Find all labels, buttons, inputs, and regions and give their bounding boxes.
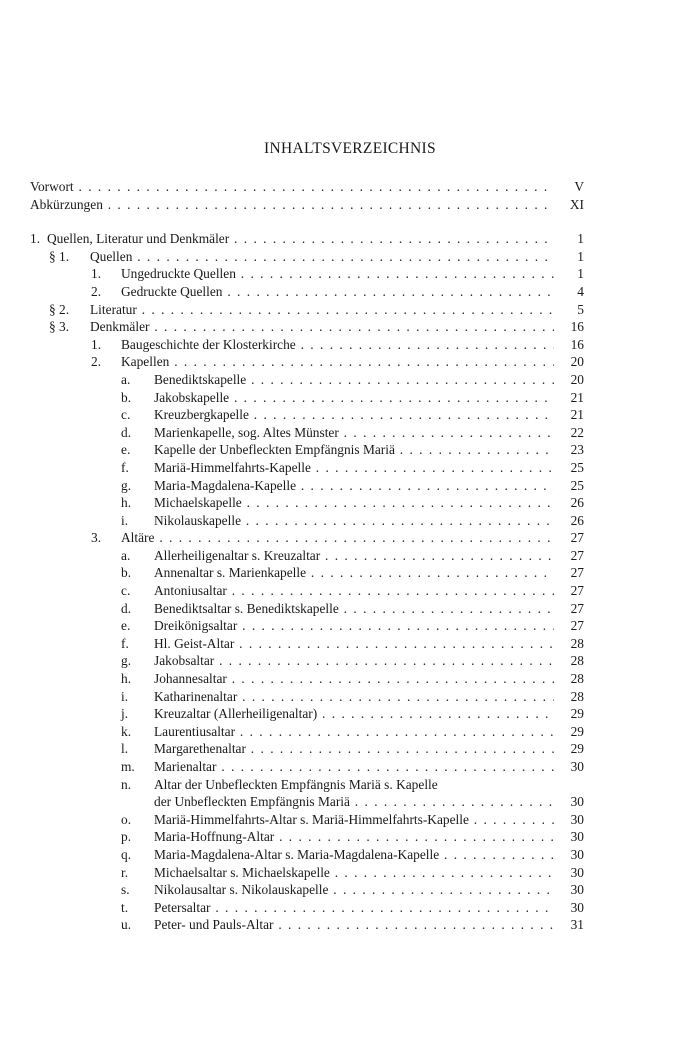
toc-entry bbox=[30, 828, 584, 846]
toc-entry-title: Annenaltar s. Marienkapelle . . . bbox=[30, 564, 554, 582]
toc-entry-page: 26 bbox=[554, 494, 584, 512]
toc-entry-page: 30 bbox=[554, 811, 584, 829]
toc-entry-title: Abkürzungen . . . bbox=[30, 196, 554, 214]
toc-entry-number: § 2. bbox=[49, 301, 70, 317]
toc-entry-title: Michaelskapelle . . . bbox=[30, 494, 554, 512]
toc-entry-title: Mariä-Himmelfahrts-Altar s. Mariä-Himmelfahrts-Kapelle . . . bbox=[30, 811, 554, 829]
toc-entry bbox=[30, 301, 584, 319]
toc-entry-title: Johannesaltar . . . bbox=[30, 670, 554, 688]
toc-entry-title: Baugeschichte der Klosterkirche . . . bbox=[30, 336, 554, 354]
toc-entry bbox=[30, 529, 584, 547]
toc-entry-page: 28 bbox=[554, 635, 584, 653]
toc-entry bbox=[30, 776, 584, 794]
toc-entry bbox=[30, 899, 584, 917]
toc-entry-page: 25 bbox=[554, 477, 584, 495]
toc-entry-number: q. bbox=[121, 846, 132, 862]
toc-entry bbox=[30, 424, 584, 442]
toc-entry bbox=[30, 811, 584, 829]
section-gap bbox=[30, 213, 584, 230]
toc-entry bbox=[30, 705, 584, 723]
toc-entry-number: 1. bbox=[91, 336, 102, 352]
toc-entry-page: 29 bbox=[554, 705, 584, 723]
toc-entry-number: u. bbox=[121, 917, 132, 933]
toc-entry-number: t. bbox=[121, 899, 129, 915]
toc-entry-number: a. bbox=[121, 547, 131, 563]
toc-entry-number: d. bbox=[121, 600, 132, 616]
toc-entry-number: r. bbox=[121, 864, 129, 880]
toc-entry-number: i. bbox=[121, 512, 129, 528]
toc-entry-page: 30 bbox=[554, 828, 584, 846]
toc-entry bbox=[30, 353, 584, 371]
toc-entry-page: 20 bbox=[554, 371, 584, 389]
toc-entry-page: 27 bbox=[554, 582, 584, 600]
toc-entry bbox=[30, 881, 584, 899]
toc-entry-number: i. bbox=[121, 688, 129, 704]
toc-entry-number: f. bbox=[121, 635, 129, 651]
toc-entry-page: 31 bbox=[554, 916, 584, 934]
toc-entry-page: 27 bbox=[554, 600, 584, 618]
toc-entry-title: Maria-Magdalena-Kapelle . . . bbox=[30, 477, 554, 495]
toc-entry bbox=[30, 459, 584, 477]
toc-entry-page: 28 bbox=[554, 652, 584, 670]
toc-entry-number: a. bbox=[121, 371, 131, 387]
toc-entry-number: k. bbox=[121, 723, 132, 739]
toc-entry-number: 2. bbox=[91, 354, 102, 370]
toc-entry-page: 27 bbox=[554, 617, 584, 635]
toc-entry-page: 20 bbox=[554, 353, 584, 371]
toc-entry bbox=[30, 230, 584, 248]
toc-entry-page: 30 bbox=[554, 793, 584, 811]
toc-entry-title: Kreuzaltar (Allerheiligenaltar) . . . bbox=[30, 705, 554, 723]
toc-entry-page: 21 bbox=[554, 389, 584, 407]
toc-entry bbox=[30, 670, 584, 688]
toc-entry-title: Kapelle der Unbefleckten Empfängnis Mariä . . . bbox=[30, 441, 554, 459]
toc-entry-page: 27 bbox=[554, 564, 584, 582]
toc-entry-number: b. bbox=[121, 389, 132, 405]
toc-entry bbox=[30, 793, 584, 811]
toc-entry-title: Benediktskapelle . . . bbox=[30, 371, 554, 389]
toc-entry-number: f. bbox=[121, 459, 129, 475]
toc-entry-number: l. bbox=[121, 741, 129, 757]
toc-entry bbox=[30, 512, 584, 530]
toc-entry-number: § 3. bbox=[49, 319, 70, 335]
toc-entry-page: 29 bbox=[554, 740, 584, 758]
page-title: INHALTSVERZEICHNIS bbox=[264, 140, 436, 157]
toc-entry-number: 1. bbox=[30, 231, 41, 247]
toc-entry bbox=[30, 336, 584, 354]
toc-entry-page: 30 bbox=[554, 758, 584, 776]
toc-entry bbox=[30, 494, 584, 512]
toc-entry bbox=[30, 371, 584, 389]
toc-entry-title: Gedruckte Quellen . . . bbox=[30, 283, 554, 301]
toc-entry bbox=[30, 864, 584, 882]
toc-entry bbox=[30, 406, 584, 424]
toc-entry-page: 26 bbox=[554, 512, 584, 530]
toc-entry-page: 1 bbox=[554, 265, 584, 283]
toc-entry bbox=[30, 600, 584, 618]
toc-entry-title: Altäre . . . bbox=[30, 529, 554, 547]
toc-entry bbox=[30, 846, 584, 864]
toc-entry-title: der Unbefleckten Empfängnis Mariä . . . bbox=[30, 793, 554, 811]
toc-entry-title: Nikolauskapelle . . . bbox=[30, 512, 554, 530]
toc-entry-number: e. bbox=[121, 442, 131, 458]
toc-entry-title: Jakobskapelle . . . bbox=[30, 389, 554, 407]
toc-entry-page: 23 bbox=[554, 441, 584, 459]
toc-entry bbox=[30, 688, 584, 706]
toc-entry bbox=[30, 652, 584, 670]
toc-entry bbox=[30, 582, 584, 600]
toc-entry-title: Katharinenaltar . . . bbox=[30, 688, 554, 706]
toc-entry-title: Denkmäler . . . bbox=[30, 318, 554, 336]
toc-entry-title: Dreikönigsaltar . . . bbox=[30, 617, 554, 635]
toc-entry bbox=[30, 283, 584, 301]
toc-entry bbox=[30, 477, 584, 495]
toc-entry-title: Hl. Geist-Altar . . . bbox=[30, 635, 554, 653]
toc-entry bbox=[30, 196, 584, 214]
toc-entry-number: c. bbox=[121, 407, 131, 423]
toc-entry-number: d. bbox=[121, 424, 132, 440]
toc-entry-title: Kreuzbergkapelle . . . bbox=[30, 406, 554, 424]
toc-entry bbox=[30, 635, 584, 653]
toc-entry bbox=[30, 389, 584, 407]
toc-entry-number: 2. bbox=[91, 283, 102, 299]
toc-entry-title: Maria-Hoffnung-Altar . . . bbox=[30, 828, 554, 846]
toc-entry-number: § 1. bbox=[49, 248, 70, 264]
toc-entry-title: Petersaltar . . . bbox=[30, 899, 554, 917]
toc-entry-page: 25 bbox=[554, 459, 584, 477]
toc-entry-title: Literatur . . . bbox=[30, 301, 554, 319]
toc-entry-title: Antoniusaltar . . . bbox=[30, 582, 554, 600]
toc-entry-page: 21 bbox=[554, 406, 584, 424]
toc-entry bbox=[30, 758, 584, 776]
toc-entry-number: c. bbox=[121, 583, 131, 599]
toc-entry-page: 27 bbox=[554, 529, 584, 547]
toc-entry bbox=[30, 723, 584, 741]
toc-entry-title: Quellen . . . bbox=[30, 248, 554, 266]
toc-entry-number: g. bbox=[121, 477, 132, 493]
toc-entry-title: Marienkapelle, sog. Altes Münster . . . bbox=[30, 424, 554, 442]
toc-entry bbox=[30, 248, 584, 266]
toc-entry-page: 1 bbox=[554, 248, 584, 266]
toc-entry bbox=[30, 547, 584, 565]
toc-entry-page: 28 bbox=[554, 688, 584, 706]
toc-entry-number: e. bbox=[121, 618, 131, 634]
toc-entry-number: 1. bbox=[91, 266, 102, 282]
toc-entry-number: h. bbox=[121, 671, 132, 687]
toc-entry-page: 30 bbox=[554, 846, 584, 864]
toc-entry-title: Quellen, Literatur und Denkmäler . . . bbox=[30, 230, 554, 248]
toc-entry-title: Benediktsaltar s. Benediktskapelle . . . bbox=[30, 600, 554, 618]
toc-entry-page: 30 bbox=[554, 881, 584, 899]
toc-entry-title: Kapellen . . . bbox=[30, 353, 554, 371]
toc-entry bbox=[30, 441, 584, 459]
toc-entry-page: 30 bbox=[554, 864, 584, 882]
toc-entry-number: o. bbox=[121, 811, 132, 827]
toc-entry-number: s. bbox=[121, 882, 130, 898]
toc-entry bbox=[30, 916, 584, 934]
toc-entry-number: 3. bbox=[91, 530, 102, 546]
toc-entry-number: b. bbox=[121, 565, 132, 581]
toc-entry bbox=[30, 564, 584, 582]
toc-entry-title: Margarethenaltar . . . bbox=[30, 740, 554, 758]
toc-entry-page: 27 bbox=[554, 547, 584, 565]
toc-entry-title: Peter- und Pauls-Altar . . . bbox=[30, 916, 554, 934]
toc-entry bbox=[30, 265, 584, 283]
toc-entry-page: 30 bbox=[554, 899, 584, 917]
toc-entry-title: Allerheiligenaltar s. Kreuzaltar . . . bbox=[30, 547, 554, 565]
toc-entry bbox=[30, 318, 584, 336]
toc-entry-title: Nikolausaltar s. Nikolauskapelle . . . bbox=[30, 881, 554, 899]
toc-entry-page: V bbox=[554, 178, 584, 196]
toc-entry bbox=[30, 178, 584, 196]
toc-entry-page: 16 bbox=[554, 336, 584, 354]
toc-entry-title: Jakobsaltar . . . bbox=[30, 652, 554, 670]
toc-entry-page: 16 bbox=[554, 318, 584, 336]
toc-entry-title: Laurentiusaltar . . . bbox=[30, 723, 554, 741]
toc-entry-page: 28 bbox=[554, 670, 584, 688]
toc-entry-title: Marienaltar . . . bbox=[30, 758, 554, 776]
toc-entry bbox=[30, 740, 584, 758]
toc-entry-page: 29 bbox=[554, 723, 584, 741]
toc-entry-number: j. bbox=[121, 706, 129, 722]
toc-entry-number: p. bbox=[121, 829, 132, 845]
table-of-contents bbox=[30, 178, 584, 934]
toc-entry-title: Ungedruckte Quellen . . . bbox=[30, 265, 554, 283]
toc-entry-title: Mariä-Himmelfahrts-Kapelle . . . bbox=[30, 459, 554, 477]
toc-entry-title: Maria-Magdalena-Altar s. Maria-Magdalena-Kapelle . . . bbox=[30, 846, 554, 864]
toc-entry-number: g. bbox=[121, 653, 132, 669]
toc-entry-title: Altar der Unbefleckten Empfängnis Mariä s. Kapelle bbox=[154, 776, 438, 792]
toc-entry-title: Michaelsaltar s. Michaelskapelle . . . bbox=[30, 864, 554, 882]
toc-entry-page: XI bbox=[554, 196, 584, 214]
toc-entry-page: 5 bbox=[554, 301, 584, 319]
toc-entry-number: h. bbox=[121, 495, 132, 511]
toc-entry-title: Vorwort . . . bbox=[30, 178, 554, 196]
toc-entry-page: 4 bbox=[554, 283, 584, 301]
toc-entry-number: n. bbox=[121, 776, 132, 792]
toc-entry bbox=[30, 617, 584, 635]
toc-entry-page: 22 bbox=[554, 424, 584, 442]
toc-entry-number: m. bbox=[121, 759, 135, 774]
toc-entry-page: 1 bbox=[554, 230, 584, 248]
